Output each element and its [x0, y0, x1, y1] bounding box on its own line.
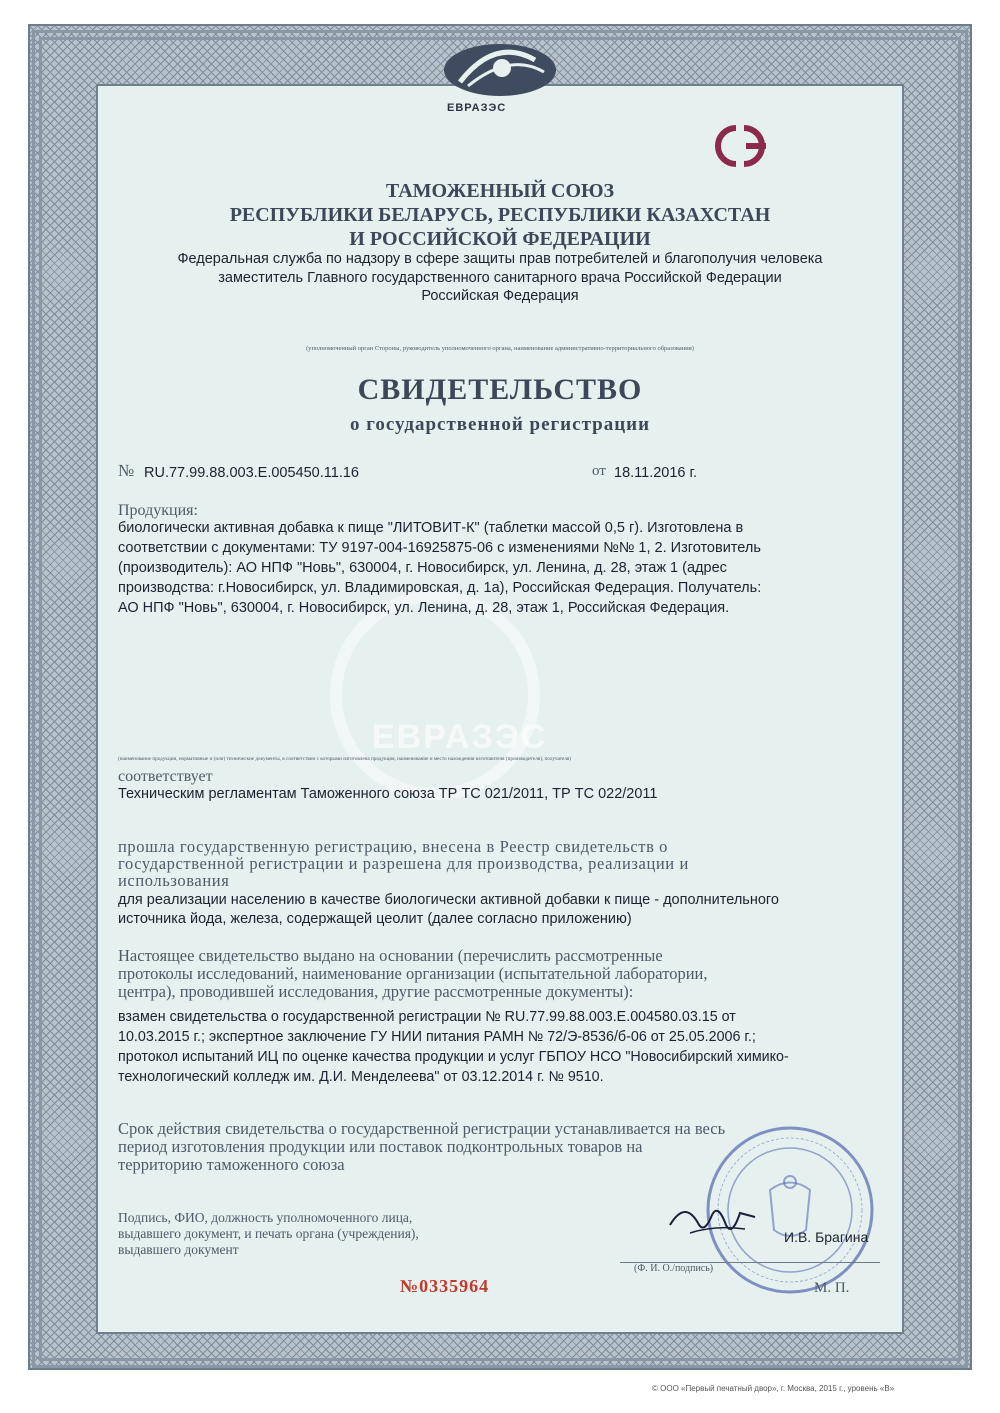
blank-serial-number: №0335964: [400, 1276, 490, 1296]
header-line-1: ТАМОЖЕННЫЙ СОЮЗ: [385, 180, 615, 202]
signature-caption-line: выдавшего документ: [118, 1242, 239, 1257]
number-label: №: [118, 461, 135, 480]
header-line-2: РЕСПУБЛИКИ БЕЛАРУСЬ, РЕСПУБЛИКИ КАЗАХСТАН: [229, 204, 771, 226]
basis-intro: [118, 947, 707, 1001]
registry-line: прошла государственную регистрацию, внесена в Реестр свидетельств о: [118, 837, 669, 856]
handwritten-signature-icon: [660, 1195, 770, 1245]
header-line-3: И РОССИЙСКОЙ ФЕДЕРАЦИИ: [349, 228, 651, 250]
basis-intro-line: протоколы исследований, наименование организации (испытательной лаборатории,: [118, 964, 708, 983]
product-line: биологически активная добавка к пище "ЛИТОВИТ-К" (таблетки массой 0,5 г). Изготовлена в: [118, 520, 744, 536]
validity-line: территорию таможенного союза: [118, 1155, 345, 1174]
se-conformity-mark-icon: [706, 122, 784, 170]
signature-caption: [118, 1210, 419, 1258]
registration-number: RU.77.99.88.003.E.005450.11.16: [144, 465, 359, 481]
purpose-line: источника йода, железа, содержащей цеолит (далее согласно приложению): [118, 911, 632, 927]
basis-line: технологический колледж им. Д.И. Менделеева" от 03.12.2014 г. № 9510.: [118, 1069, 604, 1085]
date-label: от: [592, 463, 606, 479]
compliance-label: соответствует: [118, 768, 213, 785]
validity-statement: [118, 1120, 725, 1174]
basis-documents: [118, 1007, 789, 1087]
evrazes-emblem-icon: [440, 42, 560, 104]
basis-intro-line: центра), проводившей исследования, другие рассмотренные документы):: [118, 982, 634, 1001]
product-line: производства: г.Новосибирск, ул. Владимировская, д. 1а), Российская Федерация. Получатель:: [118, 580, 762, 596]
evrazes-watermark-icon: [330, 590, 540, 800]
product-line: АО НПФ "Новь", 630004, г. Новосибирск, ул. Ленина, д. 28, этаж 1, Российская Федерация.: [118, 600, 730, 616]
authority-caption: (уполномоченный орган Стороны, руководитель уполномоченного органа, наименование административно-территориального образования): [306, 345, 694, 352]
basis-line: протокол испытаний ИЦ по оценке качества продукции и услуг ГБПОУ НСО "Новосибирский химико-: [118, 1049, 789, 1065]
product-line: (производитель): АО НПФ "Новь", 630004, г. Новосибирск, ул. Ленина, д. 28, этаж 1 (адрес: [118, 560, 727, 576]
validity-line: Срок действия свидетельства о государственной регистрации устанавливается на весь: [118, 1119, 726, 1138]
fio-caption: (Ф. И. О./подпись): [634, 1263, 714, 1274]
registry-purpose: [118, 891, 779, 929]
compliance-text: Техническим регламентам Таможенного союза ТР ТС 021/2011, ТР ТС 022/2011: [118, 786, 658, 802]
document-subtitle: о государственной регистрации: [349, 414, 651, 435]
authority-line-2: заместитель Главного государственного санитарного врача Российской Федерации: [218, 270, 782, 286]
product-label: Продукция:: [118, 502, 198, 519]
product-line: соответствии с документами: ТУ 9197-004-16925875-06 с изменениями №№ 1, 2. Изготовитель: [118, 540, 761, 556]
evrazes-watermark-text: ЕВРАЗЭС: [372, 718, 548, 756]
registry-line: использования: [118, 871, 230, 890]
product-caption: (наименование продукции, нормативные и (или) технические документы, в соответствии с которыми изготовлена продукция, наименование и место нахождения изготовителя (производителя), получателя): [118, 756, 572, 762]
evrazes-logo-text: ЕВРАЗЭС: [447, 102, 507, 114]
basis-intro-line: Настоящее свидетельство выдано на основании (перечислить рассмотренные: [118, 946, 663, 965]
printer-note: © ООО «Первый печатный двор», г. Москва, 2015 г., уровень «В»: [652, 1384, 895, 1393]
authority-line-3: Российская Федерация: [421, 288, 579, 304]
purpose-line: для реализации населению в качестве биологически активной добавки к пище - дополнительного: [118, 892, 779, 908]
signatory-name: И.В. Брагина: [784, 1229, 869, 1245]
basis-line: взамен свидетельства о государственной регистрации № RU.77.99.88.003.E.004580.03.15 от: [118, 1009, 736, 1025]
product-description: [118, 518, 761, 618]
validity-line: период изготовления продукции или поставок подконтрольных товаров на: [118, 1137, 643, 1156]
stamp-place-label: М. П.: [814, 1280, 850, 1296]
authority-line-1: Федеральная служба по надзору в сфере защиты прав потребителей и благополучия человека: [177, 251, 823, 267]
signature-caption-line: выдавшего документ, и печать органа (учреждения),: [118, 1226, 419, 1241]
basis-line: 10.03.2015 г.; экспертное заключение ГУ НИИ питания РАМН № 72/Э-8536/б-06 от 25.05.2006 г.;: [118, 1029, 756, 1045]
registry-statement: [118, 838, 689, 889]
document-title: СВИДЕТЕЛЬСТВО: [357, 373, 643, 406]
registry-line: государственной регистрации и разрешена для производства, реализации и: [118, 854, 689, 873]
registration-date: 18.11.2016 г.: [614, 465, 698, 481]
signature-caption-line: Подпись, ФИО, должность уполномоченного лица,: [118, 1210, 413, 1225]
